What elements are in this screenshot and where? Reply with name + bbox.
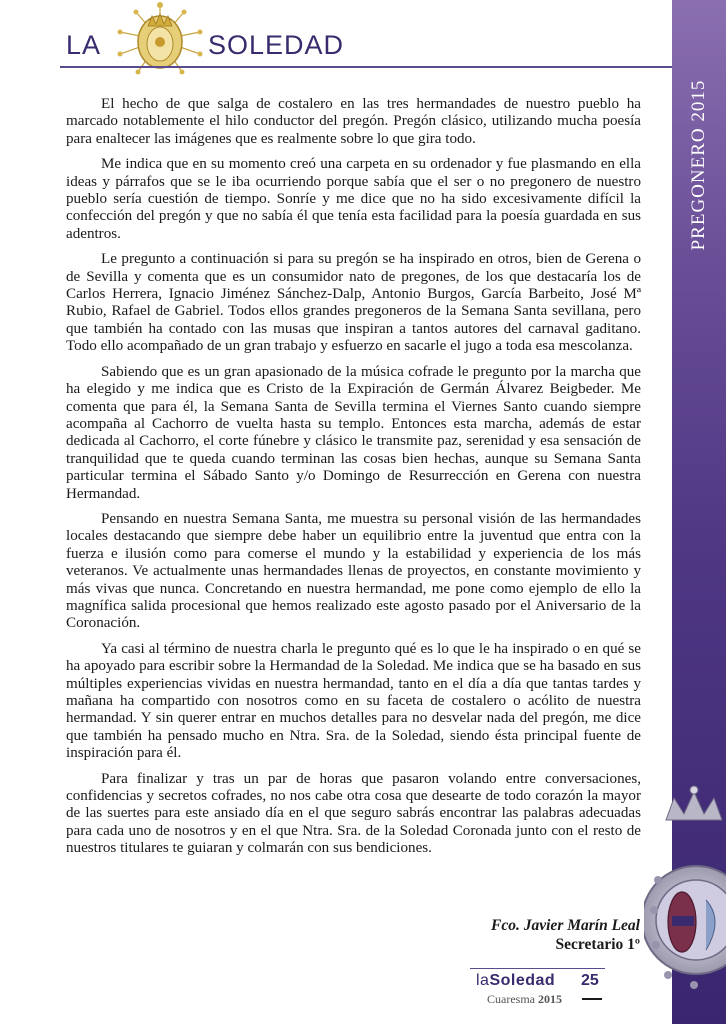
footer-year: 2015 — [537, 992, 562, 1006]
paragraph: Sabiendo que es un gran apasionado de la música cofrade le pregunto por la marcha que ha elegido y me indica que es Cristo de la Expiración de Germán Álvarez Beigbeder. Me comenta que para él, la Semana Santa de Sevilla termina el Viernes Santo cuando siempre acompaña al Cachorro de vuelta hasta su templo. Entonces esta marcha, además de estar dedicada al Cachorro, el corte fúnebre y clásico le transmite paz, serenidad y esa sensación de tranquilidad que te queda cuando terminan las cosas bien hechas, aunque su Semana Santa particular termina el Sábado Santo y/o Domingo de Resurrección en Gerena con nuestra Hermandad. — [66, 363, 641, 502]
footer-brand-main: Soledad — [489, 972, 556, 989]
page-number: 25 — [581, 972, 599, 989]
paragraph: Pensando en nuestra Semana Santa, me muestra su personal visión de las hermandades locales destacando que siempre debe haber un equilibrio entre la juventud que entra con la fuerza e ilusión como para comerse el mundo y la estabilidad y experiencia de los más veteranos. Ve actualmente unas hermandades llenas de proyectos, en constante movimiento y más vivas que nunca. Concretando en nuestra hermandad, me pone como ejemplo de ello la magnífica salida procesional que hemos realizado este agosto pasado por el Aniversario de la Coronación. — [66, 510, 641, 632]
header-title-la: LA — [66, 30, 102, 60]
header-title-soledad: SOLEDAD — [208, 30, 345, 60]
sidebar-label: PREGONERO 2015 — [688, 79, 709, 251]
header-rule — [60, 66, 672, 68]
footer-rule — [470, 968, 605, 969]
paragraph: Para finalizar y tras un par de horas que pasaron volando entre conversaciones, confidencias y secretos cofrades, no nos cabe otra cosa que desearte de todo corazón la mayor de las suertes para este ansiado día en el que seguro sabrás encontrar las palabras adecuadas para cada uno de nosotros y en el que Ntra. Sra. de la Soledad Coronada junto con el resto de nuestros titulares te guiaran y colmarán con sus bendiciones. — [66, 770, 641, 857]
article-body — [66, 96, 641, 866]
author-role: Secretario 1º — [555, 936, 640, 953]
paragraph: Ya casi al término de nuestra charla le pregunto qué es lo que le ha inspirado o en qué se ha apoyado para escribir sobre la Hermandad de la Soledad. Me indica que se ha basado en sus múltiples experiencias vividas en nuestra hermandad, tanto en el día a día que tantas tardes y mañana ha compartido con nosotros como en su faceta de costalero o acólito de nuestra hermandad. Y sin querer entrar en muchos detalles para no desvelar nada del pregón, me dice que también ha pensado mucho en Ntra. Sra. de la Soledad, siendo ésta principal fuente de inspiración para él. — [66, 640, 641, 762]
footer-brand-prefix: la — [476, 972, 490, 989]
author-name: Fco. Javier Marín Leal — [491, 917, 640, 934]
paragraph: El hecho de que salga de costalero en las tres hermandades de nuestro pueblo ha marcado notablemente el hilo conductor del pregón. Pregón clásico, utilizando mucha poesía para enaltecer las imágenes que es realmente sobre lo que gira todo. — [66, 96, 641, 147]
footer-dash — [582, 998, 602, 1000]
paragraph: Le pregunto a continuación si para su pregón se ha inspirado en otros, bien de Gerena o de Sevilla y comenta que es un consumidor nato de pregones, de los que destacaría los de Carlos Herrera, Ignacio Jiménez Sánchez-Dalp, Antonio Burgos, García Barbeito, José Mª Rubio, Rafael de Gabriel. Todos ellos grandes pregoneros de la Semana Santa sevillana, pero que también ha contado con las musas que inspiran a tantos autores del carnaval gaditano. Todo ello acompañado de un gran trabajo y esfuerzo en sacarle el jugo a toda esa mescolanza. — [66, 251, 641, 355]
signature-block — [491, 916, 640, 954]
crest-seal-icon — [644, 780, 726, 1020]
footer-issue — [487, 992, 562, 1007]
footer-season: Cuaresma — [487, 992, 535, 1006]
footer-brand — [476, 972, 555, 990]
sidebar-label-box — [672, 60, 726, 270]
paragraph: Me indica que en su momento creó una carpeta en su ordenador y fue plasmando en ella ideas y párrafos que se le iba ocurriendo porque sabía que el ser o no pregonero de nuestro pueblo sería cuestión de tiempo. Sonríe y me dice que no ha sido excesivamente difícil la confección del pregón y que no sabía él que tenía esta facilidad para la poesía guardada en sus adentros. — [66, 156, 641, 242]
page-header — [0, 0, 672, 80]
